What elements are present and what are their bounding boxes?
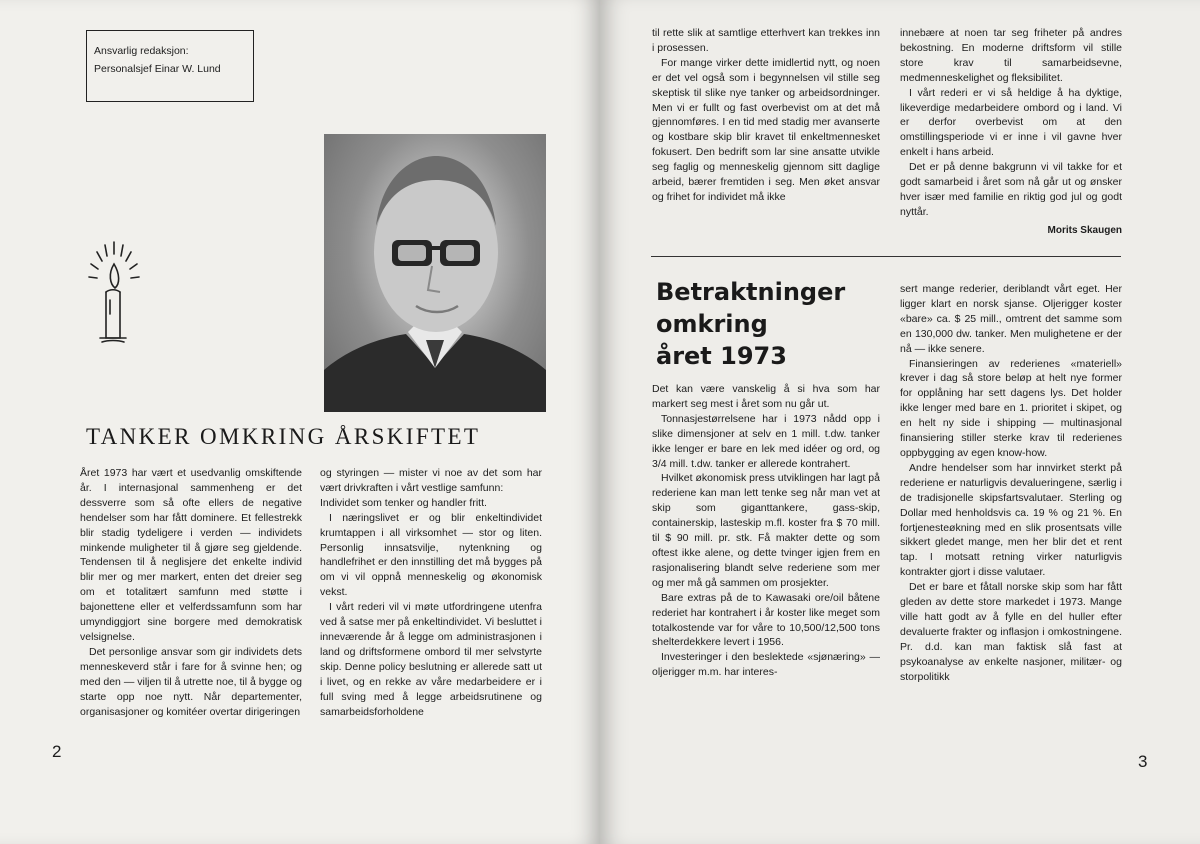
paragraph: Tonnasjestørrelsene har i 1973 nådd opp i slike dimensjoner at selv en 1 mill. t.dw. tanker ikke lenger er bare en lek med idéer og ord, og 3/4 mill. t.dw. tanker er allerede kontrahert.	[652, 412, 880, 470]
paragraph: innebære at noen tar seg friheter på andres bekostning. En moderne driftsform vil stille store krav til samarbeidsevne, medmenneskelighet og fleksibilitet.	[900, 27, 1122, 84]
right-bottom-column-2	[900, 282, 1122, 684]
editorial-box	[86, 30, 254, 102]
article-headline-right	[656, 276, 866, 372]
paragraph: til rette slik at samtlige etterhvert kan trekkes inn i prosessen.	[652, 27, 880, 54]
paragraph: Det er bare et fåtall norske skip som har fått gleden av dette store markedet i 1973. Mange ville hatt godt av å fylle en del huller efter devaluerte frakter og inflasjon i omkostningene. Pr. d.d. kan man faktisk slå fast at psykoanalyse av enkelte nasjoner, militær- og storpolitikk	[900, 581, 1122, 683]
paragraph: Individet som tenker og handler fritt.	[320, 496, 487, 509]
paragraph: sert mange rederier, deriblandt vårt eget. Her ligger klart en norsk sjanse. Oljerigger koster «bare» ca. $ 25 mill., omtrent det samme som en 130,000 dw. tanker. Men mulighetene er der nå — ikke senere.	[900, 283, 1122, 355]
right-top-column-1	[652, 26, 880, 205]
paragraph: Investeringer i den beslektede «sjønæring» — oljerigger m.m. har interes-	[652, 651, 880, 679]
page-number-left: 2	[52, 742, 62, 761]
article-headline-left: TANKER OMKRING ÅRSKIFTET	[86, 424, 481, 449]
paragraph: I næringslivet er og blir enkeltindividet krumtappen i all virksomhet — stor og liten. Personlig innsatsvilje, nytenkning og handlefrihet er den innstilling det må bygges på om vi vil oppnå menneskelig og økonomisk vekst.	[320, 511, 542, 599]
paragraph: Andre hendelser som har innvirket sterkt på rederiene er naturligvis devalueringene, særlig i de tradisjonelle skipsfartsvalutaer. Sterling og Dollar med henholdsvis ca. 19 % og 21 %. En fortjenesteøkning med en slik prosentsats ville sikkert gledet mange, men her blir det et rent tap. I motsatt retning virker naturligvis kontrakter gjort i disse valutaer.	[900, 461, 1122, 579]
paragraph: Det er på denne bakgrunn vi vil takke for et godt samarbeid i året som nå går ut og ønsker hver især med familie en riktig god jul og godt nyttår.	[900, 161, 1122, 218]
paragraph: Finansieringen av rederienes «materiell» krever i dag så store beløp at helt nye former for opplåning har sett dagens lys. Det holder ikke lenger med bare en 1. prioritet i skipet, og en helt ny side i shipping — multinasjonal finansiering stiller sterke krav til rederienes oppbygging av egen know-how.	[900, 357, 1122, 459]
editorial-label: Ansvarlig redaksjon:	[94, 45, 189, 57]
editorial-editor: Personalsjef Einar W. Lund	[94, 63, 221, 75]
paragraph: Det personlige ansvar som gir individets dets menneskeverd står i fare for å svinne hen; og med den — viljen til å utrette noe, til å bygge og starte opp noe nytt. Når departementer, organisasjoner og komitéer overtar dirigeringen	[80, 645, 302, 718]
paragraph: Bare extras på de to Kawasaki ore/oil båtene rederiet har kontrahert i år koster like meget som totalkostende var for våre to 10,500/12,500 tons shelterdekkere levert i 1956.	[652, 591, 880, 649]
candle-illustration	[84, 240, 144, 346]
left-text-column-1	[80, 466, 302, 719]
headline-line: omkring	[656, 310, 768, 338]
paragraph: Det kan være vanskelig å si hva som har markert seg mest i året som nu går ut.	[652, 383, 880, 410]
right-top-column-2	[900, 26, 1122, 239]
headline-line: året 1973	[656, 342, 787, 370]
paragraph: Året 1973 har vært et usedvanlig omskiftende år. I internasjonal sammenheng er det dessverre som så ofte ellers de negative hendelser som har fått dominere. Et fellestrekk blir stadig tydeligere i verden — individets minkende muligheter til å gjøre seg gjeldende. Tendensen til å neglisjere det enkelte individ blir mer og mer markert, enten det dreier seg om et totalitært samfunn med støtte i bajonettene eller et velferdssamfunn som har umyndiggjort sine borgere med demokratisk velsignelse.	[80, 467, 302, 643]
headline-line: Betraktninger	[656, 278, 846, 306]
portrait-photo	[324, 134, 546, 412]
left-text-column-2	[320, 466, 542, 719]
paragraph: For mange virker dette imidlertid nytt, og noen er det vel også som i begynnelsen vil stille seg skeptisk til slike nye tanker og arbeidsordninger. Men vi er fullt og fast overbevist om at det må gjennomføres. I en tid med stadig mer avanserte og kostbare skip blir kravet til enkeltmennesket fokusert. Den bedrift som lar sine ansatte utvikle seg faglig og menneskelig gjennom sitt daglige arbeid, bærer fremtiden i seg. Men øket ansvar og frihet for individet må ikke	[652, 56, 880, 203]
paragraph: og styringen — mister vi noe av det som har vært drivkraften i vårt vestlige samfunn:	[320, 467, 542, 494]
page-number-right: 3	[1138, 752, 1148, 771]
right-bottom-column-1	[652, 382, 880, 680]
paragraph: I vårt rederi vil vi møte utfordringene utenfra ved å satse mer på enkeltindividet. Vi besluttet i inneværende år å legge om administrasjonen i land og driftsformene ombord til mer selvstyrte skip. Denne policy beslutning er allerede satt ut i livet, og en rekke av våre medarbeidere er i full sving med å legge arbeidsrutinene og samarbeidsforholdene	[320, 601, 542, 718]
signature: Morits Skaugen	[1047, 224, 1122, 236]
section-divider	[651, 256, 1121, 257]
paragraph: I vårt rederi er vi så heldige å ha dyktige, likeverdige medarbeidere ombord og i land. Vi er derfor overbevist om at den omstillingsperiode vi er inne i vil gavne hver enkelt i hans arbeid.	[900, 86, 1122, 159]
paragraph: Hvilket økonomisk press utviklingen har lagt på rederiene kan man lett tenke seg når man vet at skip som giganttankere, gass-skip, containerskip, lasteskip m.fl. koster fra $ 70 mill. til $ 90 mill. pr. stk. Få makter dette og som oftest ikke alene, og dette tvinger igjen frem en rasjonalisering blandt selve rederiene som mer og mer må gå sammen om prosjekter.	[652, 472, 880, 589]
